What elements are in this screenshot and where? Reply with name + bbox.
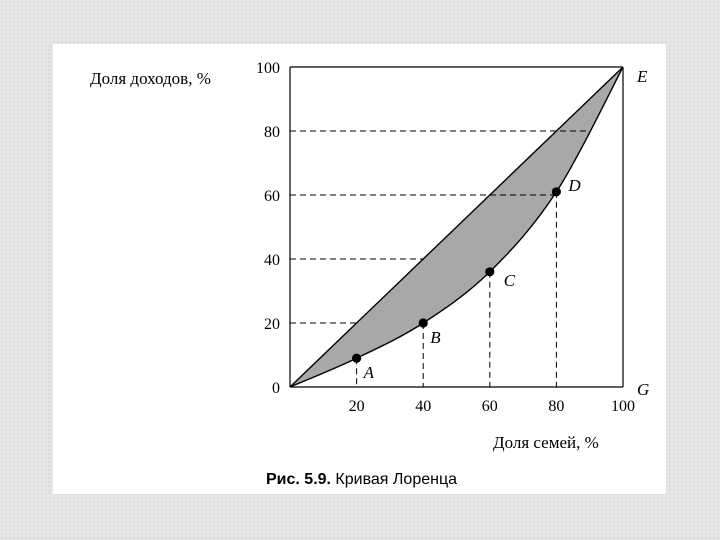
point-D (552, 187, 561, 196)
x-tick-label: 100 (611, 398, 635, 415)
lorenz-chart (53, 44, 666, 494)
y-axis-label: Доля доходов, % (90, 69, 211, 88)
figure-card (53, 44, 666, 494)
y-tick-label: 40 (264, 252, 280, 269)
equality-line (290, 67, 623, 387)
point-label-B: B (430, 328, 441, 347)
caption-number: Рис. 5.9. (266, 471, 331, 488)
point-label-A: A (363, 363, 374, 383)
point-C (485, 267, 494, 276)
corner-label-g: G (637, 380, 650, 399)
x-axis-label: Доля семей, % (493, 433, 599, 452)
y-tick-label: 0 (272, 380, 280, 397)
caption-title: Кривая Лоренца (330, 471, 458, 488)
corner-label-e: E (637, 67, 648, 86)
point-B (419, 318, 428, 327)
y-tick-label: 80 (264, 124, 280, 141)
x-tick-label: 20 (348, 398, 365, 415)
inequality-area-layer (290, 67, 623, 387)
y-tick-label: 100 (256, 60, 280, 77)
x-tick-label: 60 (481, 398, 498, 415)
y-tick-label: 60 (264, 188, 280, 205)
x-tick-label: 40 (415, 398, 432, 415)
point-label-C: C (503, 270, 516, 290)
figure-caption (266, 471, 457, 488)
x-tick-label: 80 (548, 398, 565, 415)
y-tick-label: 20 (264, 316, 280, 333)
point-label-D: D (568, 175, 581, 195)
point-A (352, 354, 361, 363)
